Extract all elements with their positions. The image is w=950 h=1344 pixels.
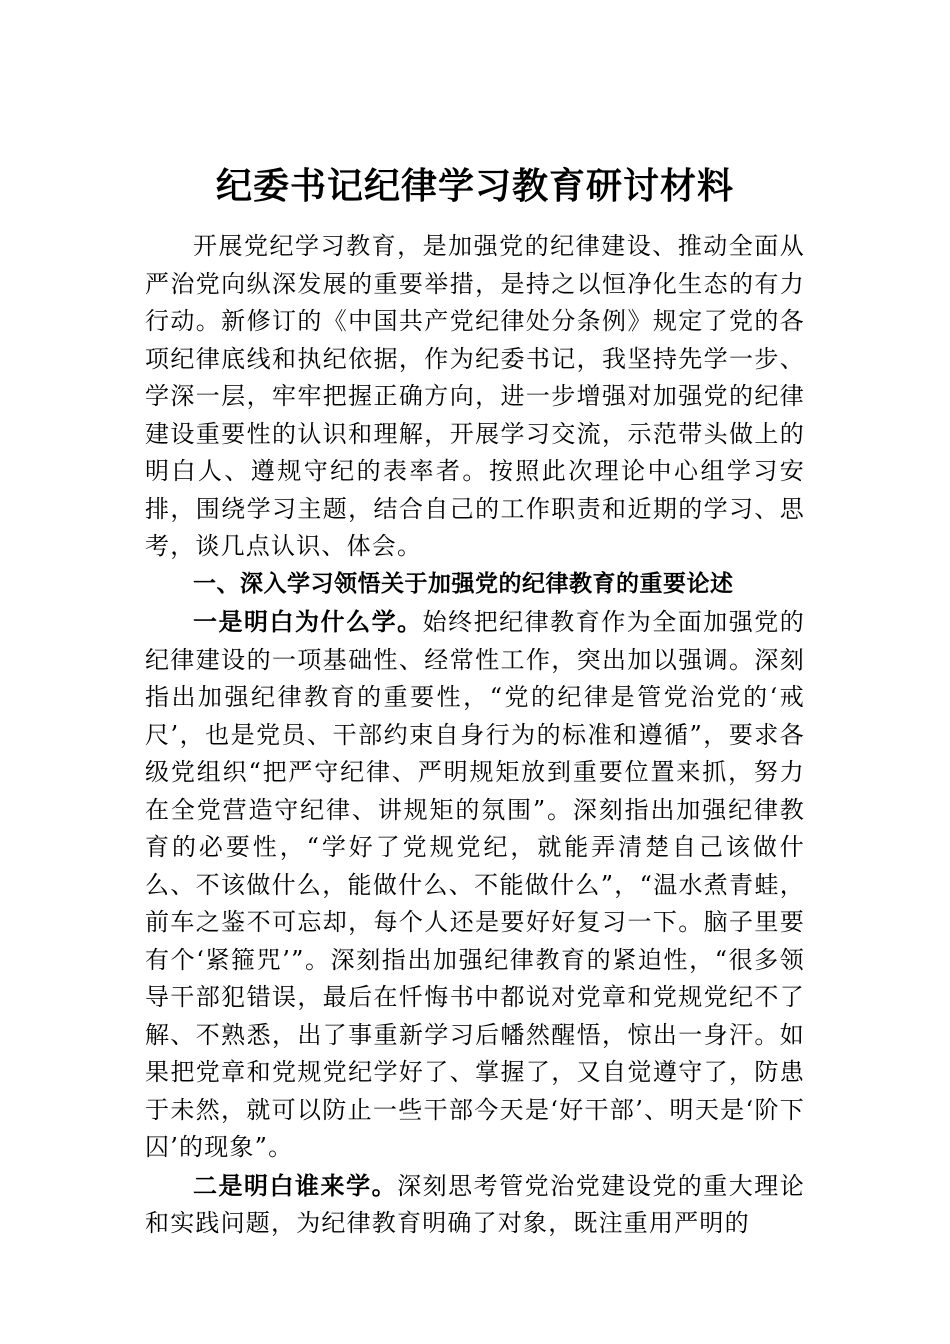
point-2-lead: 二是明白谁来学。 xyxy=(193,1170,398,1200)
intro-paragraph: 开展党纪学习教育，是加强党的纪律建设、推动全面从严治党向纵深发展的重要举措，是持之以恒净化生态的有力行动。新修订的《中国共产党纪律处分条例》规定了党的各项纪律底线和执纪依据，作为纪委书记，我坚持先学一步、学深一层，牢牢把握正确方向，进一步增强对加强党的纪律建设重要性的认识和理解，开展学习交流，示范带头做上的明白人、遵规守纪的表率者。按照此次理论中心组学习安排，围绕学习主题，结合自己的工作职责和近期的学习、思考，谈几点认识、体会。 xyxy=(145,232,805,560)
document-body xyxy=(145,228,805,1243)
paragraph-point-1 xyxy=(145,603,805,1167)
document-title: 纪委书记纪律学习教育研讨材料 xyxy=(215,165,734,207)
point-2-text: 深刻思考管党治党建设党的重大理论和实践问题，为纪律教育明确了对象，既注重用严明的 xyxy=(145,1171,805,1237)
section-heading-1: 一、深入学习领悟关于加强党的纪律教育的重要论述 xyxy=(193,570,734,597)
paragraph-point-2 xyxy=(145,1167,805,1243)
point-1-text: 始终把纪律教育作为全面加强党的纪律建设的一项基础性、经常性工作，突出加以强调。深刻指出加强纪律教育的重要性，“党的纪律是管党治党的‘戒尺’，也是党员、干部约束自身行为的标准和遵循”，要求各级党组织“把严守纪律、严明规矩放到重要位置来抓，努力在全党营造守纪律、讲规矩的氛围”。深刻指出加强纪律教育的必要性，“学好了党规党纪，就能弄清楚自己该做什么、不该做什么，能做什么、不能做什么”，“温水煮青蛙，前车之鉴不可忘却，每个人还是要好好复习一下。脑子里要有个‘紧箍咒’”。深刻指出加强纪律教育的紧迫性，“很多领导干部犯错误，最后在忏悔书中都说对党章和党规党纪不了解、不熟悉，出了事重新学习后幡然醒悟，惊出一身汗。如果把党章和党规党纪学好了、掌握了，又自觉遵守了，防患于未然，就可以防止一些干部今天是‘好干部’、明天是‘阶下囚’的现象”。 xyxy=(145,608,805,1161)
point-1-lead: 一是明白为什么学。 xyxy=(193,607,423,636)
